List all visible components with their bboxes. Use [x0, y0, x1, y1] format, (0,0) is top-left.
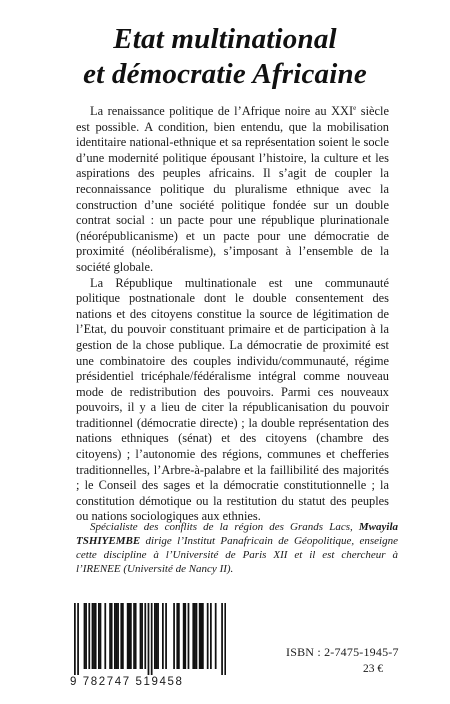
- barcode-digits: 9 782747 519458: [70, 676, 184, 688]
- p1-start: La renaissance politique de l’Afrique noire au XXI: [90, 104, 354, 118]
- barcode-image: [74, 603, 226, 675]
- p1-rest: siècle est possible. A condition, bien entendu, que la mobilisation identitaire national-ethnique et sa représentation soient le socle d’une modernité politique épousant l’histoire, la culture et les aspirations des peuples africains. Il s’agit de coupler la reconnaissance politique du pluralisme ethnique avec la construction d’une société politique fondée sur un double contrat social : un pacte pour une république plurinationale (néorépublicanisme) et un pacte pour une démocratie de proximité (néolibéralisme), s’imposant à l’ensemble de la société globale.: [76, 104, 389, 274]
- bio-rest: dirige l’Institut Panafricain de Géopolitique, enseigne cette discipline à l’Université de Paris XII et il est chercheur à l’IRENEE (Université de Nancy II).: [76, 535, 398, 575]
- author-bio: [76, 520, 398, 576]
- title-line-1: Etat multinational: [113, 23, 337, 55]
- blurb-text: [76, 104, 389, 525]
- price: 23 €: [363, 663, 384, 675]
- bio-intro: Spécialiste des conflits de la région des Grands Lacs,: [90, 521, 353, 533]
- isbn-number: ISBN : 2-7475-1945-7: [286, 645, 399, 659]
- author-name: Mwayila TSHIYEMBE: [76, 521, 399, 547]
- century-superscript: e: [353, 103, 357, 112]
- blurb-paragraph-2: La République multinationale est une communauté politique postnationale dont le double consentement des nations et des citoyens constitue la source de légitimation de l’Etat, du pouvoir constituant primaire et de participation à la gestion de la chose publique. La démocratie de proximité est une combinatoire des couples individu/communauté, régime présidentiel tricéphale/fédéralisme intégral comme nouveau mode de redistribution des pouvoirs. Parmi ces nouveaux pouvoirs, il y a lieu de citer la républicanisation du pouvoir traditionnel (démocratie directe) ; la double représentation des nations ethniques (sénat) et des citoyens (chambre des citoyens) ; l’autonomie des régions, communes et chefferies traditionnelles, l’Arbre-à-palabre et la faillibilité des majorités ; le Conseil des sages et la démocratie constitutionnelle ; la constitution démotique ou la restitution du statut des peuples ou nations sociologiques aux ethnies.: [76, 275, 389, 524]
- book-title: [0, 22, 450, 92]
- title-line-2: et démocratie Africaine: [83, 58, 367, 90]
- blurb-paragraph-1: [76, 104, 389, 276]
